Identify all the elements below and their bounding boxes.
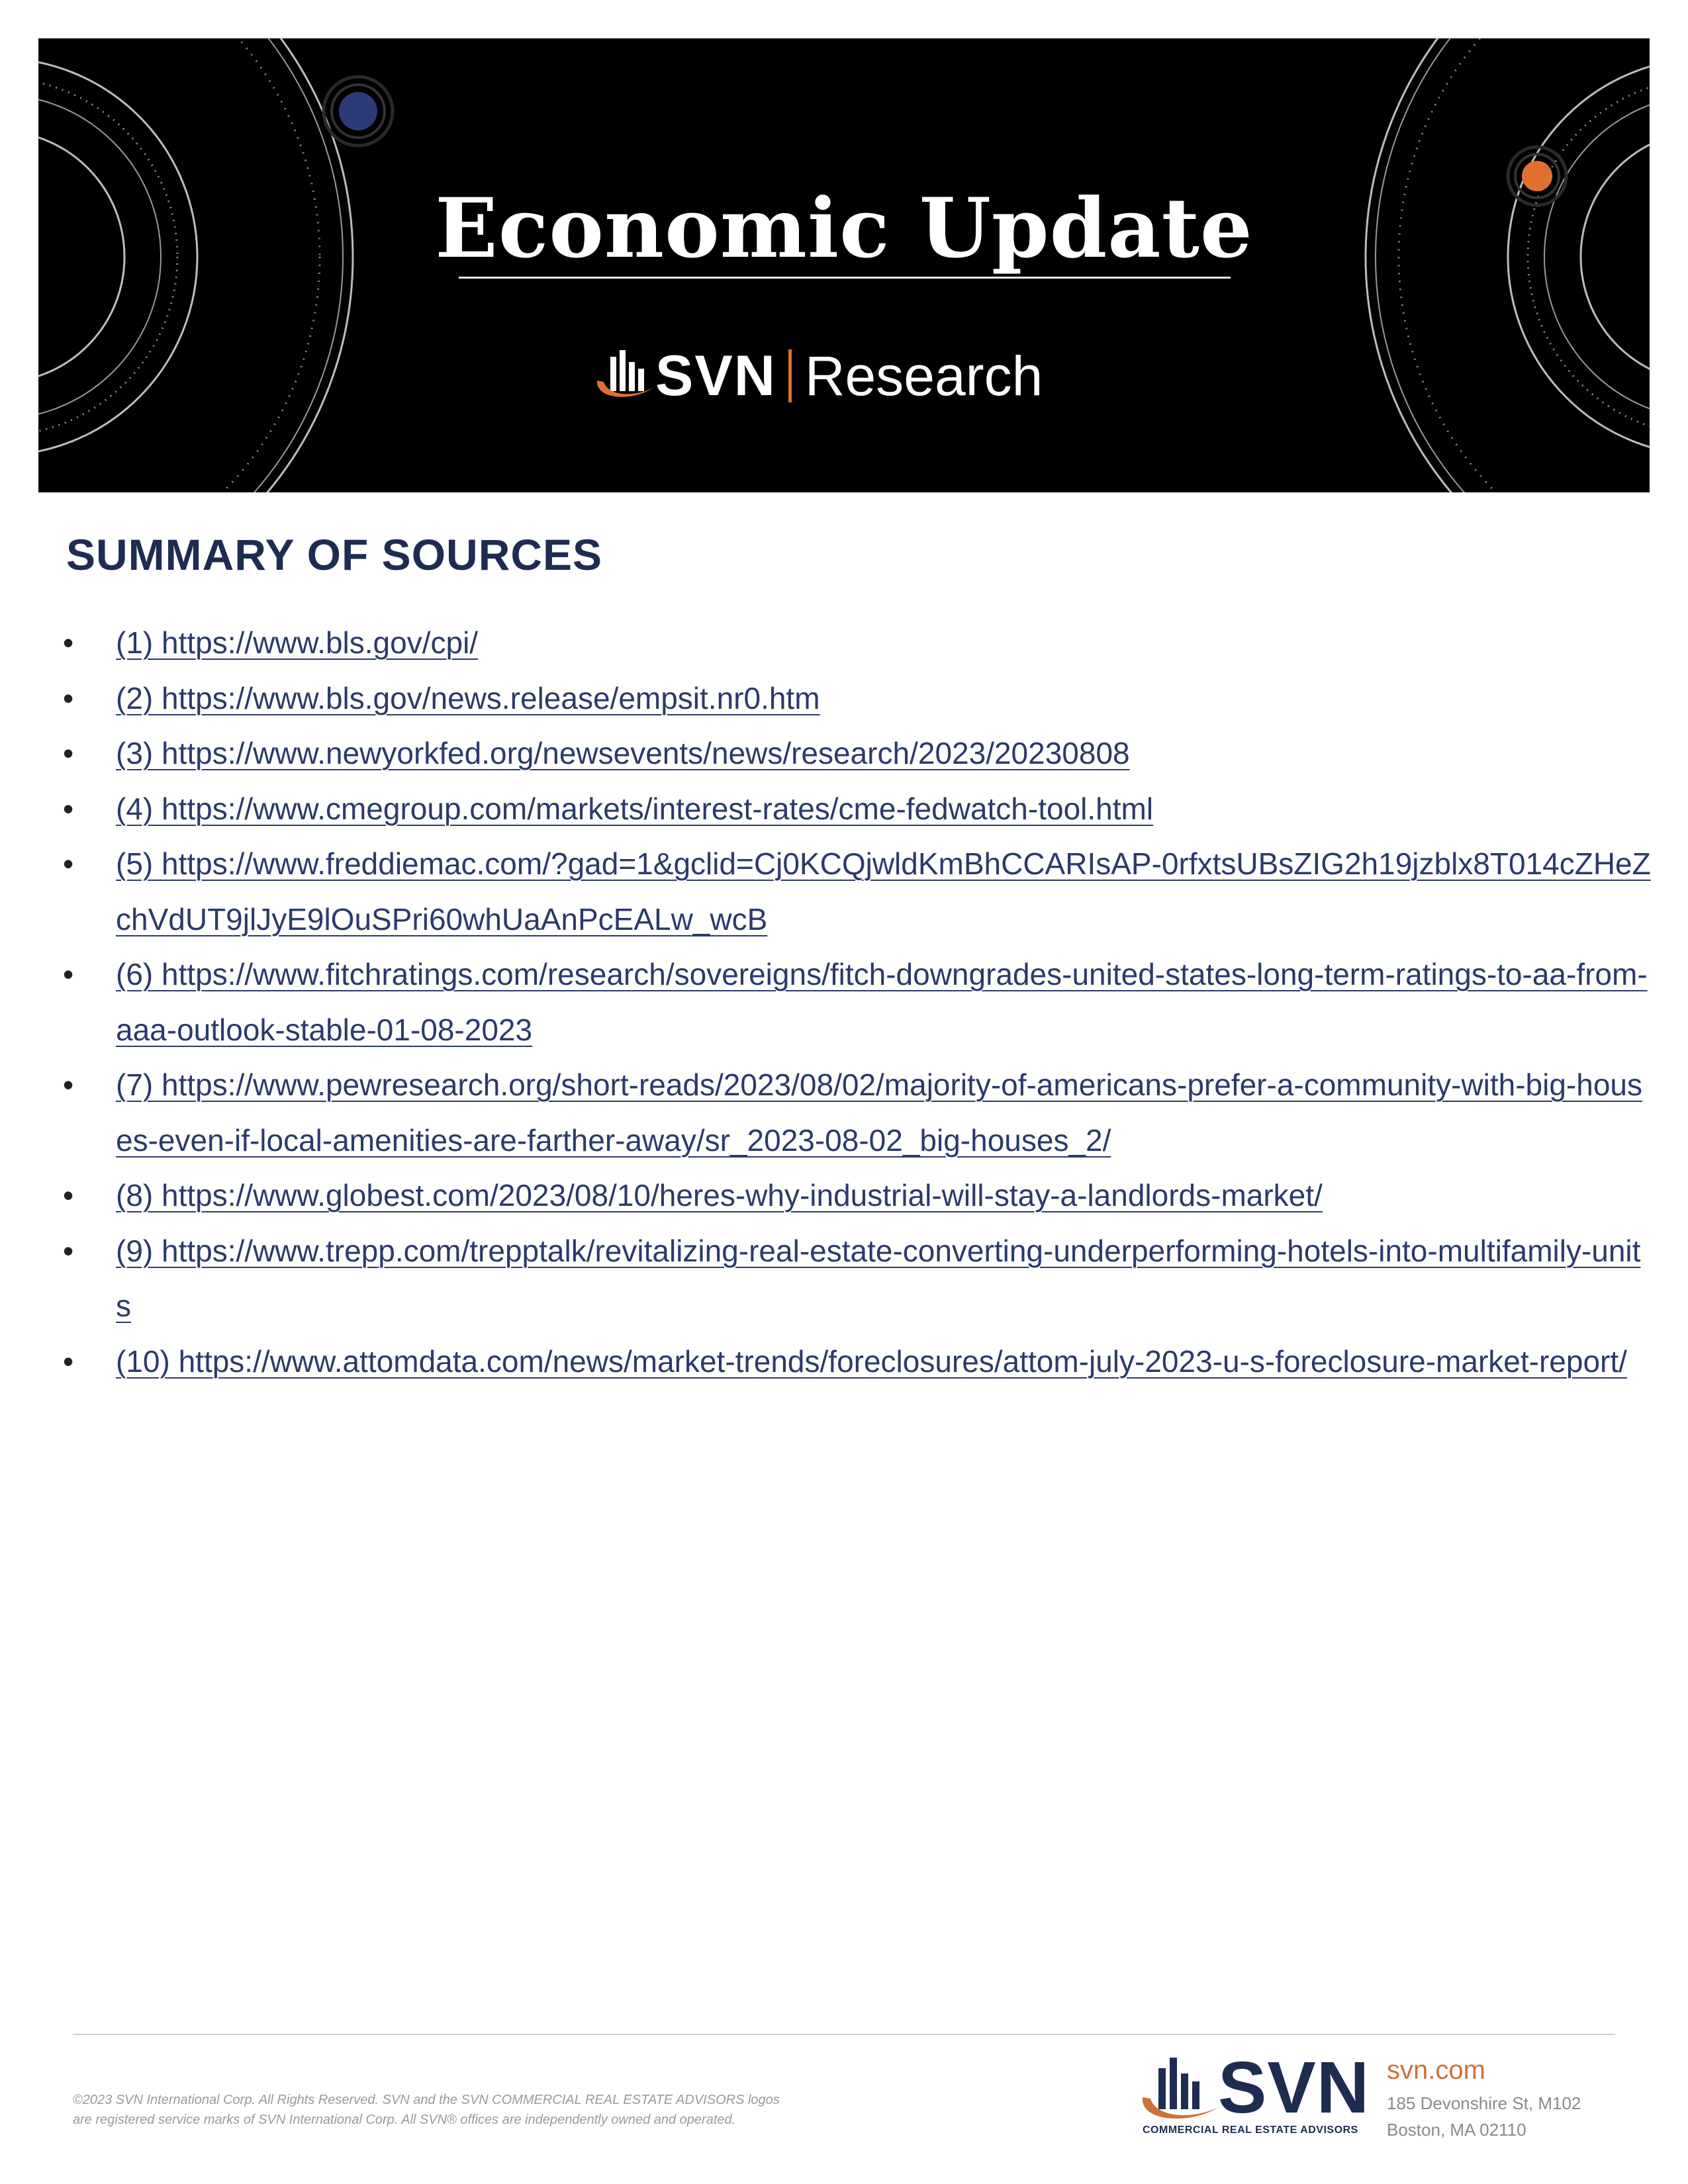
source-link-8[interactable]: (8) https://www.globest.com/2023/08/10/heres-why-industrial-will-stay-a-landlords-market/ [116, 1178, 1323, 1212]
source-link-3[interactable]: (3) https://www.newyorkfed.org/newsevents/news/research/2023/20230808 [116, 736, 1130, 770]
list-item [63, 615, 1652, 671]
footer-divider [73, 2034, 1615, 2035]
logo-wordmark: SVN [655, 343, 776, 408]
address-line-2: Boston, MA 02110 [1387, 2120, 1526, 2140]
bullet-icon: • [63, 957, 74, 991]
bullet-icon: • [63, 791, 74, 826]
page-title: Economic Update [435, 181, 1253, 277]
list-item [63, 726, 1652, 782]
list-item [63, 671, 1652, 727]
bullet-icon: • [63, 1068, 74, 1102]
bullet-icon: • [63, 1178, 74, 1212]
list-item [63, 1168, 1652, 1224]
source-link-10[interactable]: (10) https://www.attomdata.com/news/market-trends/foreclosures/attom-july-2023-u-s-foreclosure-market-report/ [116, 1343, 1627, 1379]
section-title: SUMMARY OF SOURCES [66, 530, 603, 579]
source-link-2[interactable]: (2) https://www.bls.gov/news.release/empsit.nr0.htm [116, 680, 820, 715]
bullet-icon: • [63, 1343, 74, 1379]
legal-line-1: ©2023 SVN International Corp. All Rights Reserved. SVN and the SVN COMMERCIAL REAL ESTATE ADVISORS logos [73, 2093, 780, 2107]
title-divider [459, 277, 1231, 279]
legal-line-2: are registered service marks of SVN International Corp. All SVN® offices are independently owned and operated. [73, 2113, 736, 2127]
list-item [63, 947, 1652, 1058]
bullet-icon: • [63, 680, 74, 715]
source-link-7[interactable]: (7) https://www.pewresearch.org/short-reads/2023/08/02/majority-of-americans-prefer-a-community-with-big-houses-even-if-local-amenities-are-farther-away/sr_2023-08-02_big-houses_2/ [116, 1068, 1642, 1158]
logo-separator [788, 349, 792, 402]
svn-logo-icon [1139, 2056, 1221, 2126]
svn-footer-logo [1139, 2047, 1370, 2141]
sources-list [63, 615, 1652, 1389]
legal-notice [73, 2090, 933, 2130]
footer-logo-wordmark: SVN [1218, 2047, 1370, 2128]
header-banner [38, 38, 1650, 492]
list-item [63, 1224, 1652, 1334]
source-link-6[interactable]: (6) https://www.fitchratings.com/research/sovereigns/fitch-downgrades-united-states-long-term-ratings-to-aa-from-aaa-outlook-stable-01-08-2023 [116, 957, 1648, 1047]
logo-subtitle: Research [804, 344, 1043, 407]
list-item [63, 782, 1652, 837]
footer-logo-tagline: COMMERCIAL REAL ESTATE ADVISORS [1143, 2124, 1358, 2136]
list-item [63, 1058, 1652, 1168]
bullet-icon: • [63, 1233, 74, 1268]
bullet-icon: • [63, 846, 74, 881]
bullet-icon: • [63, 736, 74, 770]
list-item [63, 837, 1652, 947]
source-link-5[interactable]: (5) https://www.freddiemac.com/?gad=1&gclid=Cj0KCQjwldKmBhCCARIsAP-0rfxtsUBsZIG2h19jzblx8T014cZHeZchVdUT9jlJyE9lOuSPri60whUaAnPcEALw_wcB [116, 846, 1651, 936]
source-link-4[interactable]: (4) https://www.cmegroup.com/markets/interest-rates/cme-fedwatch-tool.html [116, 791, 1154, 826]
website-link[interactable]: svn.com [1387, 2056, 1485, 2085]
source-link-9[interactable]: (9) https://www.trepp.com/trepptalk/revitalizing-real-estate-converting-underperforming-hotels-into-multifamily-units [116, 1233, 1641, 1323]
address-line-1: 185 Devonshire St, M102 [1387, 2093, 1581, 2113]
list-item [63, 1334, 1652, 1390]
source-link-1[interactable]: (1) https://www.bls.gov/cpi/ [116, 625, 479, 660]
footer-contact [1387, 2050, 1581, 2143]
bullet-icon: • [63, 625, 74, 660]
svn-logo-icon [594, 349, 655, 403]
blue-planet-icon [324, 77, 393, 146]
svn-research-logo [594, 323, 1043, 429]
